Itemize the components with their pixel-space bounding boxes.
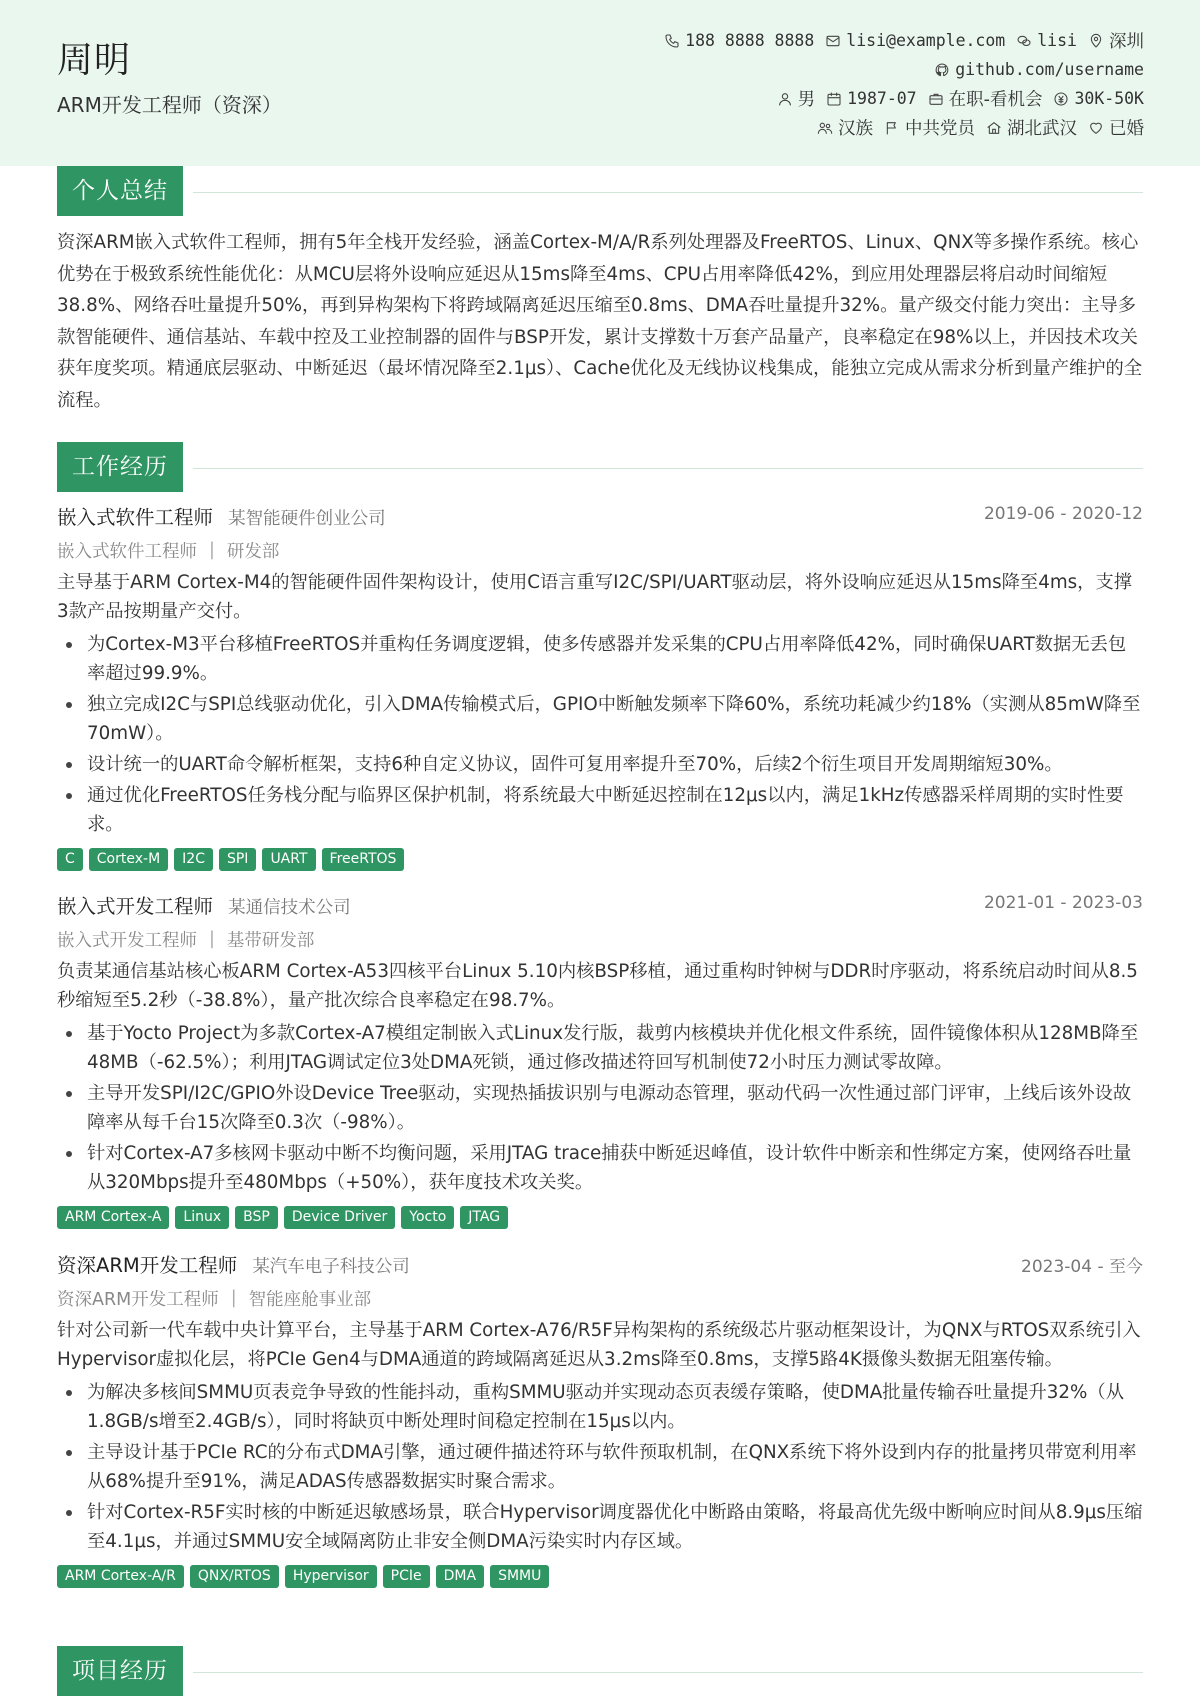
marital-value: 已婚 — [1109, 119, 1144, 139]
skill-tag: QNX/RTOS — [190, 1565, 279, 1588]
section-divider — [193, 192, 1143, 193]
job-date: 2023-04 - 至今 — [1021, 1257, 1143, 1277]
calendar-icon — [826, 91, 842, 107]
github-item[interactable] — [934, 60, 1144, 79]
bullet-item: 独立完成I2C与SPI总线驱动优化，引入DMA传输模式后，GPIO中断触发频率下降60%，系统功耗减少约18%（实测从85mW降至70mW）。 — [57, 690, 1143, 748]
role-separator: | — [230, 1288, 237, 1308]
job-description: 负责某通信基站核心板ARM Cortex-A53四核平台Linux 5.10内核BSP移植，通过重构时钟树与DDR时序驱动，将系统启动时间从8.5秒缩短至5.2秒（-38.8%），量产批次综合良率稳定在98.7%。 — [57, 961, 1138, 1011]
header — [0, 0, 1200, 166]
city-item — [1088, 28, 1144, 53]
summary-text: 资深ARM嵌入式软件工程师，拥有5年全栈开发经验，涵盖Cortex-M/A/R系列处理器及FreeRTOS、Linux、QNX等多操作系统。核心优势在于极致系统性能优化：从MCU层将外设响应延迟从15ms降至4ms、CPU占用率降低42%，到应用处理器层将启动时间缩短38.8%、网络吞吐量提升50%，再到异构架构下将跨域隔离延迟压缩至0.8ms、DMA吞吐量提升32%。量产级交付能力突出：主导多款智能硬件、通信基站、车载中控及工业控制器的固件与BSP开发，累计支撑数十万套产品量产，良率稳定在98%以上，并因技术攻关获年度奖项。精通底层驱动、中断延迟（最坏情况降至2.1μs）、Cache优化及无线协议栈集成，能独立完成从需求分析到量产维护的全流程。 — [57, 232, 1143, 411]
salary-icon — [1053, 91, 1069, 107]
job-bullets — [57, 630, 1143, 839]
job-entry — [57, 1250, 1143, 1588]
bullet-item: 为Cortex-M3平台移植FreeRTOS并重构任务调度逻辑，使多传感器并发采集的CPU占用率降低42%，同时确保UART数据无丢包率超过99.9%。 — [57, 630, 1143, 688]
birth-item — [826, 89, 917, 108]
skill-tag: BSP — [235, 1206, 278, 1229]
gender-value: 男 — [797, 90, 816, 110]
github-value[interactable]: github.com/username — [955, 60, 1144, 79]
bullet-item: 为解决多核间SMMU页表竞争导致的性能抖动，重构SMMU驱动并实现动态页表缓存策略，使DMA批量传输吞吐量提升32%（从1.8GB/s增至2.4GB/s），同时将缺页中断处理时间稳定控制在15μs以内。 — [57, 1378, 1143, 1436]
skill-tag: DMA — [436, 1565, 484, 1588]
role-separator: | — [209, 929, 215, 949]
bullet-item: 主导开发SPI/I2C/GPIO外设Device Tree驱动，实现热插拔识别与电源动态管理，驱动代码一次性通过部门评审，上线后该外设故障率从每千台15次降至0.3次（-98%）。 — [57, 1079, 1143, 1137]
email-value[interactable]: lisi@example.com — [846, 31, 1006, 50]
skill-tag: ARM Cortex-A — [57, 1206, 169, 1229]
role-separator: | — [209, 540, 215, 560]
skill-tag: Cortex-M — [89, 848, 168, 871]
job-entry — [57, 891, 1143, 1229]
contact-info — [424, 26, 1144, 142]
job-department: 基带研发部 — [226, 930, 315, 951]
job-company: 某通信技术公司 — [228, 898, 351, 918]
skill-tag: JTAG — [460, 1206, 508, 1229]
status-item — [928, 86, 1043, 111]
skill-tag: ARM Cortex-A/R — [57, 1565, 184, 1588]
skill-tag: Hypervisor — [285, 1565, 377, 1588]
hometown-value: 湖北武汉 — [1007, 119, 1077, 139]
github-icon — [934, 62, 950, 78]
section-divider — [193, 468, 1143, 469]
ethnicity-value: 汉族 — [838, 119, 873, 139]
job-description: 针对公司新一代车载中央计算平台，主导基于ARM Cortex-A76/R5F异构架构的系统级芯片驱动框架设计，为QNX与RTOS双系统引入Hypervisor虚拟化层，将PCIe Gen4与DMA通道的跨域隔离延迟从3.2ms降至0.8ms，支撑5路4K摄像头数据无阻塞传输。 — [57, 1320, 1141, 1370]
bullet-item: 针对Cortex-A7多核网卡驱动中断不均衡问题，采用JTAG trace捕获中断延迟峰值，设计软件中断亲和性绑定方案，使网络吞吐量从320Mbps提升至480Mbps（+50%），获年度技术攻关奖。 — [57, 1139, 1143, 1197]
politics-value: 中共党员 — [905, 119, 975, 139]
people-icon — [817, 120, 833, 136]
job-title: 资深ARM开发工程师 — [57, 1254, 238, 1277]
status-value: 在职-看机会 — [948, 90, 1043, 110]
job-title: 嵌入式软件工程师 — [57, 506, 214, 529]
job-entry — [57, 502, 1143, 871]
job-date: 2019-06 - 2020-12 — [983, 504, 1143, 524]
mail-icon — [825, 33, 841, 49]
birth-value: 1987-07 — [847, 89, 917, 108]
skill-tag: C — [57, 848, 83, 871]
projects-heading: 项目经历 — [57, 1646, 183, 1696]
job-role: 嵌入式软件工程师 — [57, 541, 197, 562]
briefcase-icon — [928, 91, 944, 107]
wechat-icon — [1016, 33, 1032, 49]
job-department: 智能座舱事业部 — [248, 1289, 372, 1310]
salary-value: 30K-50K — [1074, 89, 1144, 108]
skill-tags — [57, 848, 1143, 871]
job-company: 某智能硬件创业公司 — [228, 509, 386, 529]
bullet-item: 通过优化FreeRTOS任务栈分配与临界区保护机制，将系统最大中断延迟控制在12μs以内，满足1kHz传感器采样周期的实时性要求。 — [57, 781, 1143, 839]
job-department: 研发部 — [226, 541, 280, 562]
skill-tag: Yocto — [401, 1206, 454, 1229]
skill-tag: SPI — [219, 848, 256, 871]
skill-tags — [57, 1565, 1143, 1588]
phone-item — [664, 31, 814, 50]
job-title: 嵌入式开发工程师 — [57, 895, 214, 918]
flag-icon — [884, 120, 900, 136]
bullet-item: 设计统一的UART命令解析框架，支持6种自定义协议，固件可复用率提升至70%，后续2个衍生项目开发周期缩短30%。 — [57, 750, 1143, 779]
bullet-item: 基于Yocto Project为多款Cortex-A7模组定制嵌入式Linux发行版，裁剪内核模块并优化根文件系统，固件镜像体积从128MB降至48MB（-62.5%）；利用JTAG调试定位3处DMA死锁，通过修改描述符回写机制使72小时压力测试零故障。 — [57, 1019, 1143, 1077]
job-target-title: ARM开发工程师（资深） — [57, 93, 282, 117]
job-description: 主导基于ARM Cortex-M4的智能硬件固件架构设计，使用C语言重写I2C/SPI/UART驱动层，将外设响应延迟从15ms降至4ms，支撑3款产品按期量产交付。 — [57, 572, 1133, 622]
job-bullets — [57, 1378, 1143, 1556]
marital-item — [1088, 115, 1144, 140]
skill-tag: I2C — [174, 848, 213, 871]
skill-tag: FreeRTOS — [322, 848, 405, 871]
skill-tags — [57, 1206, 1143, 1229]
job-company: 某汽车电子科技公司 — [252, 1257, 410, 1277]
skill-tag: Device Driver — [284, 1206, 395, 1229]
skill-tag: UART — [262, 848, 315, 871]
home-icon — [986, 120, 1002, 136]
job-date: 2021-01 - 2023-03 — [983, 893, 1143, 913]
work-heading: 工作经历 — [57, 442, 183, 492]
bullet-item: 主导设计基于PCIe RC的分布式DMA引擎，通过硬件描述符环与软件预取机制，在QNX系统下将外设到内存的批量拷贝带宽利用率从68%提升至91%，满足ADAS传感器数据实时聚合需求。 — [57, 1438, 1143, 1496]
skill-tag: Linux — [175, 1206, 229, 1229]
summary-heading: 个人总结 — [57, 166, 183, 216]
summary-section-header — [57, 166, 1143, 216]
projects-section-header — [57, 1646, 1143, 1696]
phone-icon — [664, 33, 680, 49]
work-section-header — [57, 442, 1143, 492]
job-role: 资深ARM开发工程师 — [57, 1289, 219, 1310]
location-icon — [1088, 33, 1104, 49]
job-role: 嵌入式开发工程师 — [57, 930, 197, 951]
bullet-item: 针对Cortex-R5F实时核的中断延迟敏感场景，联合Hypervisor调度器优化中断路由策略，将最高优先级中断响应时间从8.9μs压缩至4.1μs，并通过SMMU安全域隔离防止非安全侧DMA污染实时内存区域。 — [57, 1498, 1143, 1556]
job-bullets — [57, 1019, 1143, 1197]
skill-tag: PCIe — [383, 1565, 430, 1588]
gender-item — [777, 86, 816, 111]
ethnicity-item — [817, 115, 873, 140]
wechat-value: lisi — [1037, 31, 1077, 50]
section-divider — [193, 1672, 1143, 1673]
city-value: 深圳 — [1109, 32, 1144, 52]
user-icon — [777, 91, 793, 107]
politics-item — [884, 115, 975, 140]
salary-item — [1053, 89, 1144, 108]
skill-tag: SMMU — [490, 1565, 549, 1588]
hometown-item — [986, 115, 1077, 140]
phone-value: 188 8888 8888 — [685, 31, 815, 50]
heart-icon — [1088, 120, 1104, 136]
email-item[interactable] — [825, 31, 1005, 50]
candidate-name: 周明 — [57, 40, 132, 81]
wechat-item — [1016, 31, 1077, 50]
